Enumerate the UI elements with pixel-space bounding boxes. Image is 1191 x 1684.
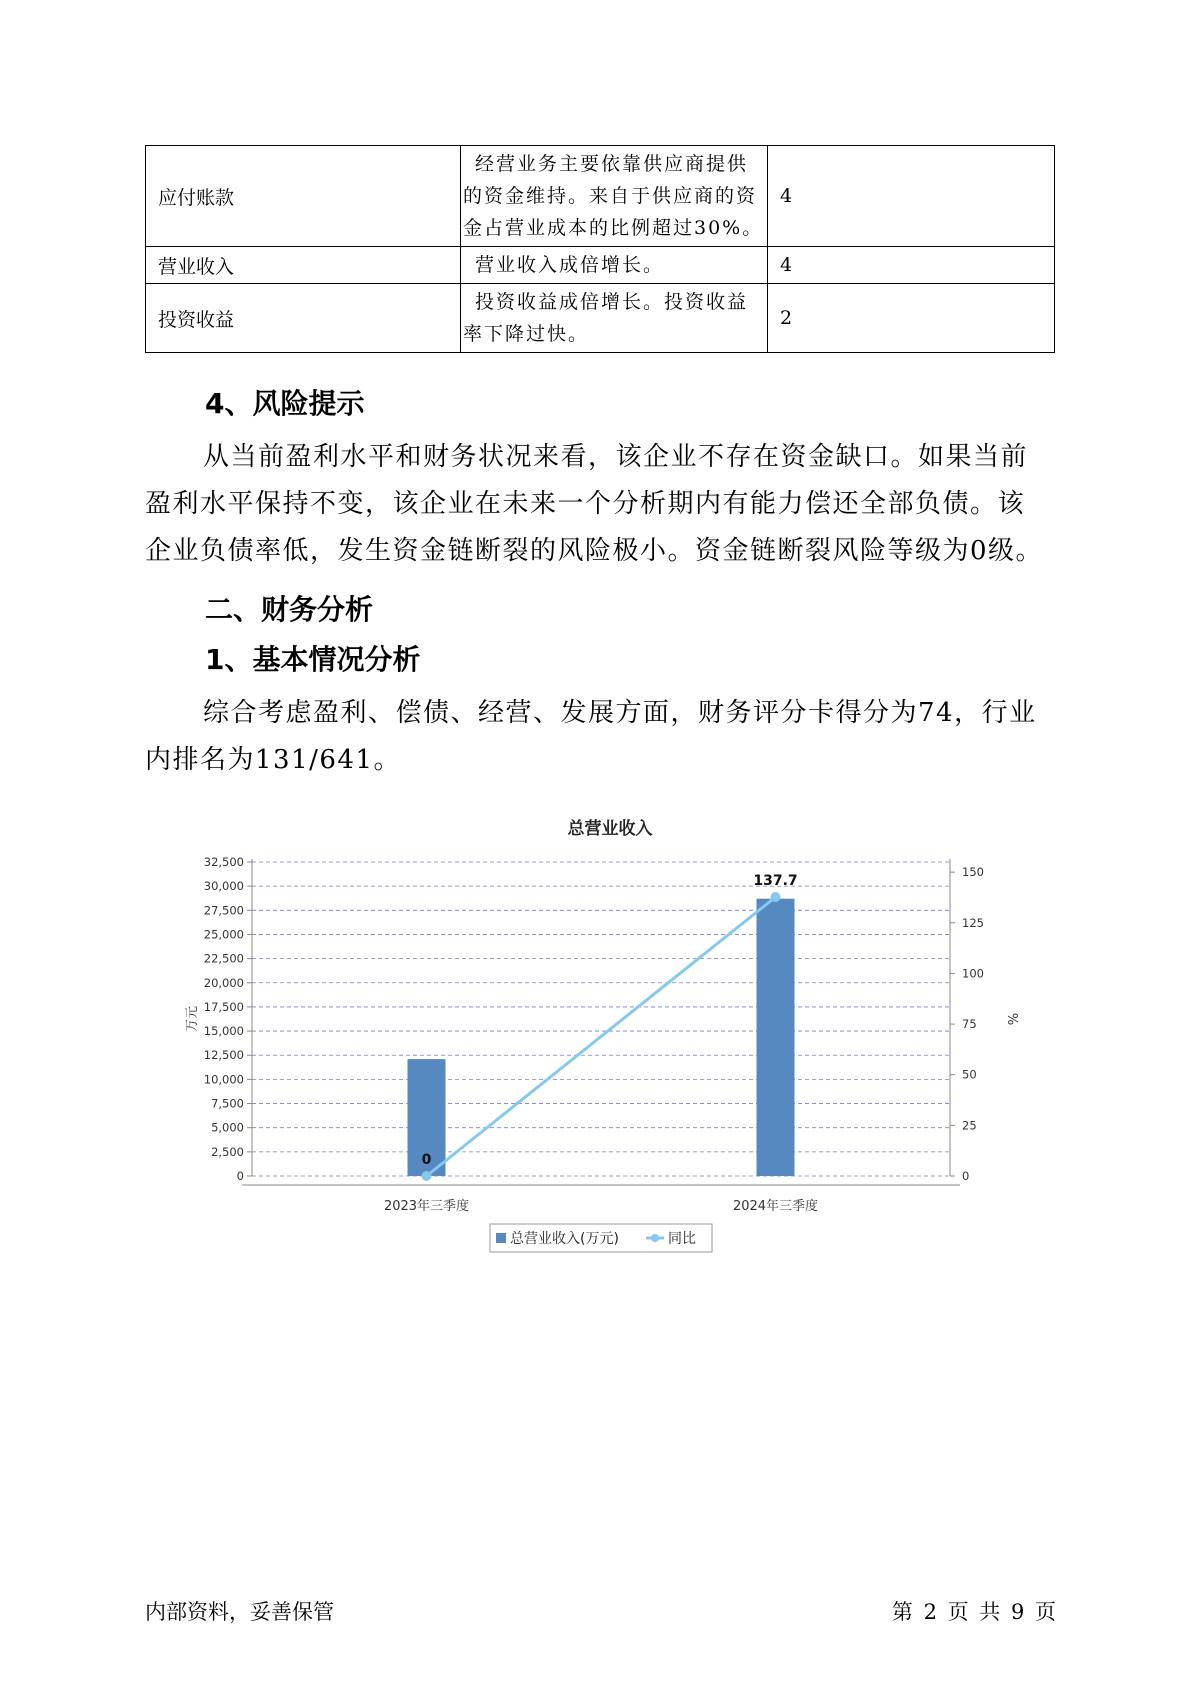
data-label: 137.7	[753, 873, 798, 890]
y2-tick-label: 75	[962, 1017, 977, 1032]
legend-bar-swatch	[496, 1233, 506, 1243]
y-tick-label: 27,500	[203, 903, 244, 918]
legend-line-label: 同比	[668, 1231, 696, 1247]
y-tick-label: 12,500	[203, 1048, 244, 1063]
table-cell-item: 投资收益	[146, 284, 461, 353]
table-cell-desc	[461, 284, 768, 353]
legend-line-marker	[651, 1234, 659, 1242]
y-axis-label: 万元	[185, 1005, 200, 1033]
chart-title: 总营业收入	[567, 819, 653, 839]
y2-axis-label: %	[1004, 1012, 1019, 1026]
table-cell-item: 营业收入	[146, 247, 461, 284]
y-tick-label: 22,500	[203, 951, 244, 966]
x-tick-label: 2024年三季度	[732, 1199, 819, 1214]
table-row	[146, 284, 1055, 353]
y2-tick-label: 50	[962, 1067, 977, 1082]
bar	[757, 899, 795, 1176]
table-cell-score: 2	[768, 284, 1055, 353]
table-cell-desc	[461, 247, 768, 284]
basic-analysis-heading: 1、基本情况分析	[205, 643, 421, 676]
basic-analysis-paragraph: 综合考虑盈利、偿债、经营、发展方面，财务评分卡得分为74，行业内排名为131/641。	[145, 698, 1037, 775]
x-tick-label: 2023年三季度	[383, 1199, 470, 1214]
table-row	[146, 146, 1055, 247]
line-point	[771, 892, 781, 902]
y-tick-label: 20,000	[203, 975, 244, 990]
y2-tick-label: 150	[962, 865, 984, 880]
legend-bar-label: 总营业收入(万元)	[510, 1231, 619, 1247]
y2-tick-label: 125	[962, 915, 984, 930]
table-row	[146, 247, 1055, 284]
line-series	[427, 897, 776, 1176]
desc-text: 投资收益成倍增长。投资收益率下降过快。	[463, 291, 749, 345]
y-tick-label: 7,500	[211, 1096, 244, 1111]
y2-tick-label: 100	[962, 966, 984, 981]
y-tick-label: 17,500	[203, 999, 244, 1014]
y-tick-label: 0	[236, 1169, 244, 1183]
finance-heading: 二、财务分析	[205, 593, 374, 626]
y2-tick-label: 25	[962, 1118, 977, 1133]
table-cell-desc	[461, 146, 768, 247]
desc-text: 营业收入成倍增长。	[475, 254, 665, 276]
revenue-chart	[180, 810, 1040, 1260]
table-cell-score: 4	[768, 247, 1055, 284]
line-point	[422, 1171, 432, 1181]
data-label: 0	[421, 1152, 432, 1168]
desc-text: 经营业务主要依靠供应商提供的资金维持。来自于供应商的资金占营业成本的比例超过30%。	[463, 153, 764, 239]
table-cell-score: 4	[768, 146, 1055, 247]
y-tick-label: 32,500	[203, 855, 244, 869]
y-tick-label: 10,000	[203, 1072, 244, 1087]
footer-page-number: 第 2 页 共 9 页	[891, 1600, 1056, 1624]
table-cell-item: 应付账款	[146, 146, 461, 247]
footer-confidential: 内部资料，妥善保管	[145, 1600, 334, 1624]
y2-tick-label: 0	[962, 1169, 970, 1183]
y-tick-label: 25,000	[203, 927, 244, 942]
y-tick-label: 5,000	[211, 1120, 244, 1135]
risk-factor-table	[145, 145, 1055, 353]
y-tick-label: 2,500	[211, 1144, 244, 1159]
risk-heading: 4、风险提示	[205, 387, 365, 420]
y-tick-label: 15,000	[203, 1024, 244, 1039]
y-tick-label: 30,000	[203, 879, 244, 894]
risk-paragraph: 从当前盈利水平和财务状况来看，该企业不存在资金缺口。如果当前盈利水平保持不变，该企业在未来一个分析期内有能力偿还全部负债。该企业负债率低，发生资金链断裂的风险极小。资金链断裂风险等级为0级。	[145, 442, 1044, 566]
